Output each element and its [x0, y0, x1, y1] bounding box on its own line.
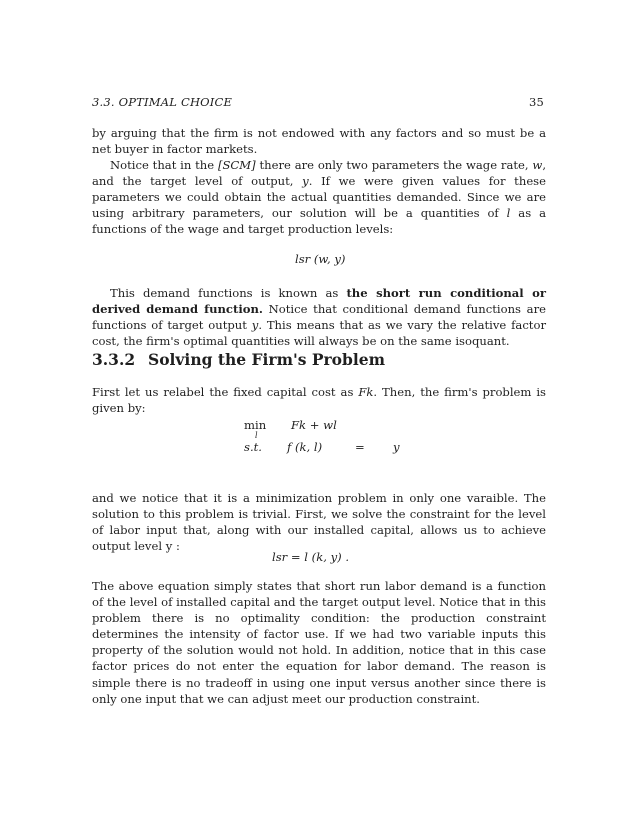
- text-run: . This means that as we vary the relative factor cost, the firm's optimal quantities will always be on the same isoquant.: [92, 318, 546, 349]
- text-run: . If we were given values for these parameters we could obtain the actual quantities demanded. Since we are using arbitrary parameters, our solution will be a quantities of: [92, 174, 546, 221]
- scm-label: [SCM]: [217, 158, 256, 172]
- math-y: y: [251, 318, 259, 333]
- section-number: 3.3.2: [92, 350, 136, 369]
- constraint-rhs: y: [393, 440, 400, 454]
- math-y: y: [302, 174, 309, 189]
- bold-term: the short run conditional or derived demand function.: [92, 286, 546, 317]
- section-title: Solving the Firm's Problem: [148, 350, 385, 369]
- text-run: This demand functions is known as: [110, 286, 347, 300]
- min-variable: l: [255, 431, 258, 440]
- subject-to-label: s.t.: [244, 440, 262, 454]
- math-w: w: [532, 158, 543, 172]
- header-section-title: 3.3. OPTIMAL CHOICE: [92, 95, 233, 109]
- text-run: Notice that conditional demand functions are functions of target output: [92, 302, 546, 333]
- text-run: First let us relabel the fixed capital cost as: [92, 385, 359, 399]
- paragraph-conclusion: The above equation simply states that short run labor demand is a function of the level of installed capital and the target output level. Notice that in this problem there is no optimality condition: the production constraint determines the intensity of factor use. If we had two variable inputs this property of the solution would not hold. In addition, notice that in this case factor prices do not enter the equation for labor demand. The reason is simple there is no tradeoff in using one input versus another since there is only one input that we can adjust meet our production constraint.: [92, 579, 546, 706]
- math-l: l: [506, 206, 511, 221]
- page-number: 35: [528, 95, 544, 109]
- constraint-lhs: f (k, l): [287, 440, 323, 454]
- text-run: as a functions of the wage and target production levels:: [92, 206, 546, 237]
- math-fk: Fk: [358, 385, 374, 399]
- equation-lsr-kbar: [272, 550, 349, 564]
- constraint-equals: =: [355, 440, 365, 454]
- min-operator: min: [244, 418, 267, 432]
- text-run: . Then, the firm's problem is given by:: [92, 385, 547, 416]
- paragraph-minimization: and we notice that it is a minimization problem in only one varaible. The solution to this problem is trivial. First, we solve the constraint for the level of labor input that, along with our installed capital, allows us to achieve output level y :: [92, 491, 546, 554]
- objective-function: Fk + wl: [291, 418, 337, 432]
- text-run: there are only two parameters the wage rate,: [255, 158, 533, 172]
- equation-text: lsr (w, y): [295, 252, 346, 266]
- equation-text: lsr = l (k, y) .: [272, 550, 350, 564]
- paragraph-intro: by arguing that the firm is not endowed with any factors and so must be a net buyer in factor markets.: [92, 126, 546, 157]
- text-run: , and the target level of output,: [92, 158, 546, 189]
- text-run: Notice that in the: [110, 158, 218, 172]
